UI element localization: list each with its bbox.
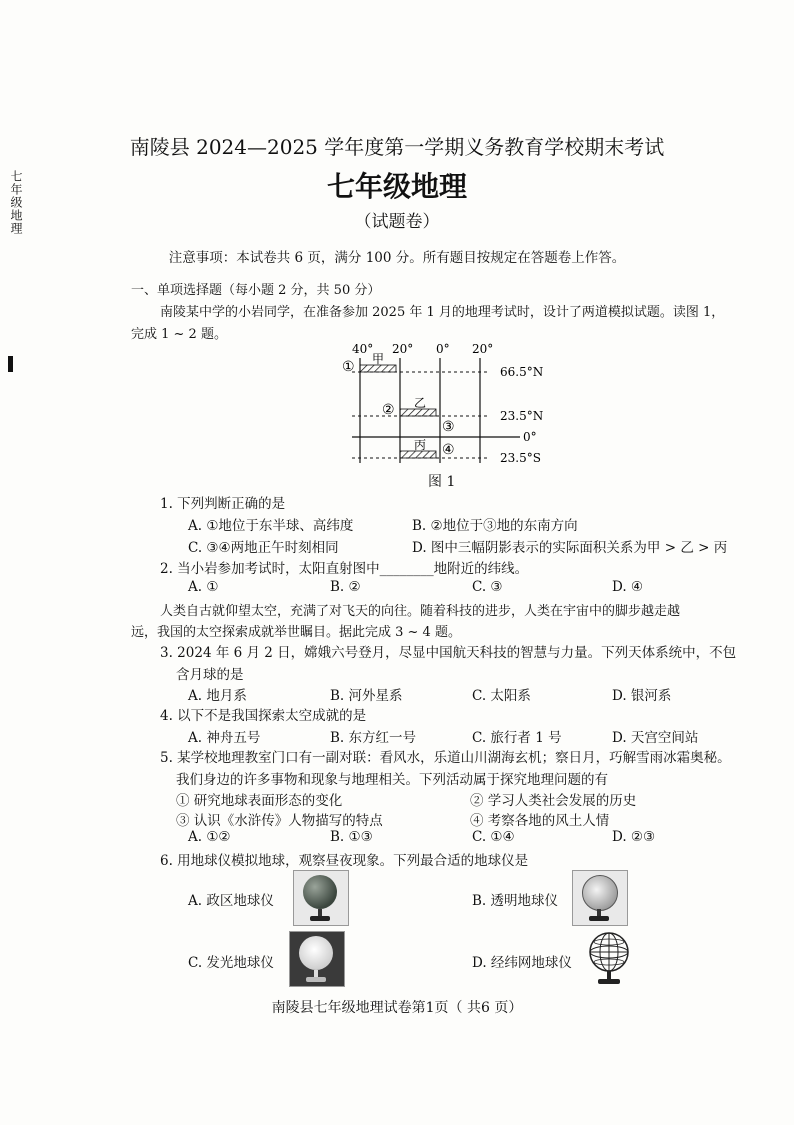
q3-stem-1: 3. 2024 年 6 月 2 日，嫦娥六号登月，尽显中国航天科技的智慧与力量。下列天体系统中，不包 [160, 645, 737, 661]
q6-option-b: B. 透明地球仪 [472, 893, 559, 909]
point-3: ③ [442, 419, 455, 435]
q5-option-d: D. ②③ [612, 829, 656, 845]
q1-option-d: D. 图中三幅阴影表示的实际面积关系为甲 > 乙 > 丙 [412, 540, 728, 556]
lat-label-23n: 23.5°N [500, 409, 544, 423]
passage-line-2: 远，我国的太空探索成就举世瞩目。据此完成 3 ~ 4 题。 [131, 625, 461, 640]
q1-option-a: A. ①地位于东半球、高纬度 [188, 518, 354, 534]
q3-stem-2: 含月球的是 [176, 667, 244, 683]
region-yi [400, 409, 436, 416]
q1-option-b: B. ②地位于③地的东南方向 [412, 518, 578, 534]
q5-item-3: ③ 认识《水浒传》人物描写的特点 [176, 813, 383, 829]
q6-option-c: C. 发光地球仪 [188, 955, 274, 971]
q5-item-2: ② 学习人类社会发展的历史 [470, 793, 637, 809]
paper-type: （试题卷） [354, 212, 440, 232]
point-2: ② [382, 402, 395, 418]
q1-stem: 1. 下列判断正确的是 [160, 496, 286, 512]
intro-line-2: 完成 1 ~ 2 题。 [131, 327, 227, 342]
figure-caption: 图 1 [428, 474, 456, 490]
lat-label-66n: 66.5°N [500, 365, 544, 379]
region-label-bing: 丙 [414, 438, 427, 452]
passage-line-1: 人类自古就仰望太空，充满了对飞天的向往。随着科技的进步，人类在宇宙中的脚步越走越 [160, 604, 681, 619]
luminous-globe-image [289, 931, 345, 987]
notice: 注意事项：本试卷共 6 页，满分 100 分。所有题目按规定在答题卷上作答。 [168, 250, 626, 266]
q5-option-b: B. ①③ [330, 829, 373, 845]
lon-label-0: 0° [436, 342, 450, 356]
exam-title: 南陵县 2024—2025 学年度第一学期义务教育学校期末考试 [129, 135, 665, 159]
point-1: ① [342, 359, 355, 375]
q4-option-a: A. 神舟五号 [188, 730, 261, 746]
lon-label-40w: 40° [352, 342, 374, 356]
point-4: ④ [442, 442, 455, 458]
q5-option-a: A. ①② [188, 829, 231, 845]
q3-option-a: A. 地月系 [188, 688, 247, 704]
q2-option-b: B. ② [330, 579, 361, 595]
q3-option-c: C. 太阳系 [472, 688, 531, 704]
lat-label-23s: 23.5°S [500, 451, 541, 465]
region-jia [360, 365, 396, 372]
q3-option-d: D. 银河系 [612, 688, 672, 704]
political-globe-image [293, 870, 349, 926]
q2-option-c: C. ③ [472, 579, 503, 595]
region-label-jia: 甲 [372, 352, 385, 366]
q6-option-a: A. 政区地球仪 [188, 893, 274, 909]
figure-1-map [330, 338, 560, 468]
transparent-globe-image [572, 870, 628, 926]
q3-option-b: B. 河外星系 [330, 688, 403, 704]
q4-option-d: D. 天宫空间站 [612, 730, 699, 746]
region-bing [400, 451, 436, 458]
q4-stem: 4. 以下不是我国探索太空成就的是 [160, 708, 367, 724]
q5-stem-2: 我们身边的许多事物和现象与地理相关。下列活动属于探究地理问题的有 [176, 772, 608, 788]
graticule-globe-image [582, 928, 636, 988]
q5-item-1: ① 研究地球表面形态的变化 [176, 793, 343, 809]
q4-option-c: C. 旅行者 1 号 [472, 730, 562, 746]
section-heading: 一、单项选择题（每小题 2 分，共 50 分） [131, 283, 381, 298]
q5-item-4: ④ 考察各地的风土人情 [470, 813, 610, 829]
region-label-yi: 乙 [414, 396, 427, 410]
q5-option-c: C. ①④ [472, 829, 515, 845]
side-label: 七年级地理 [9, 170, 23, 235]
q6-stem: 6. 用地球仪模拟地球，观察昼夜现象。下列最合适的地球仪是 [160, 853, 529, 869]
q4-option-b: B. 东方红一号 [330, 730, 417, 746]
lat-label-0: 0° [523, 430, 537, 444]
q5-stem-1: 5. 某学校地理教室门口有一副对联：看风水，乐道山川湖海玄机；察日月，巧解雪雨冰霜奥秘。 [160, 750, 731, 766]
lon-label-20w: 20° [392, 342, 414, 356]
intro-line-1: 南陵某中学的小岩同学，在准备参加 2025 年 1 月的地理考试时，设计了两道模拟试题。读图 1， [160, 305, 725, 320]
q1-option-c: C. ③④两地正午时刻相同 [188, 540, 339, 556]
q2-stem: 2. 当小岩参加考试时，太阳直射图中________地附近的纬线。 [160, 561, 529, 577]
subject-title: 七年级地理 [326, 170, 467, 203]
q2-option-d: D. ④ [612, 579, 644, 595]
page-footer: 南陵县七年级地理试卷第1页（ 共6 页） [271, 1000, 523, 1016]
margin-mark [8, 356, 13, 372]
q6-option-d: D. 经纬网地球仪 [472, 955, 572, 971]
lon-label-20e: 20° [472, 342, 494, 356]
q2-option-a: A. ① [188, 579, 219, 595]
